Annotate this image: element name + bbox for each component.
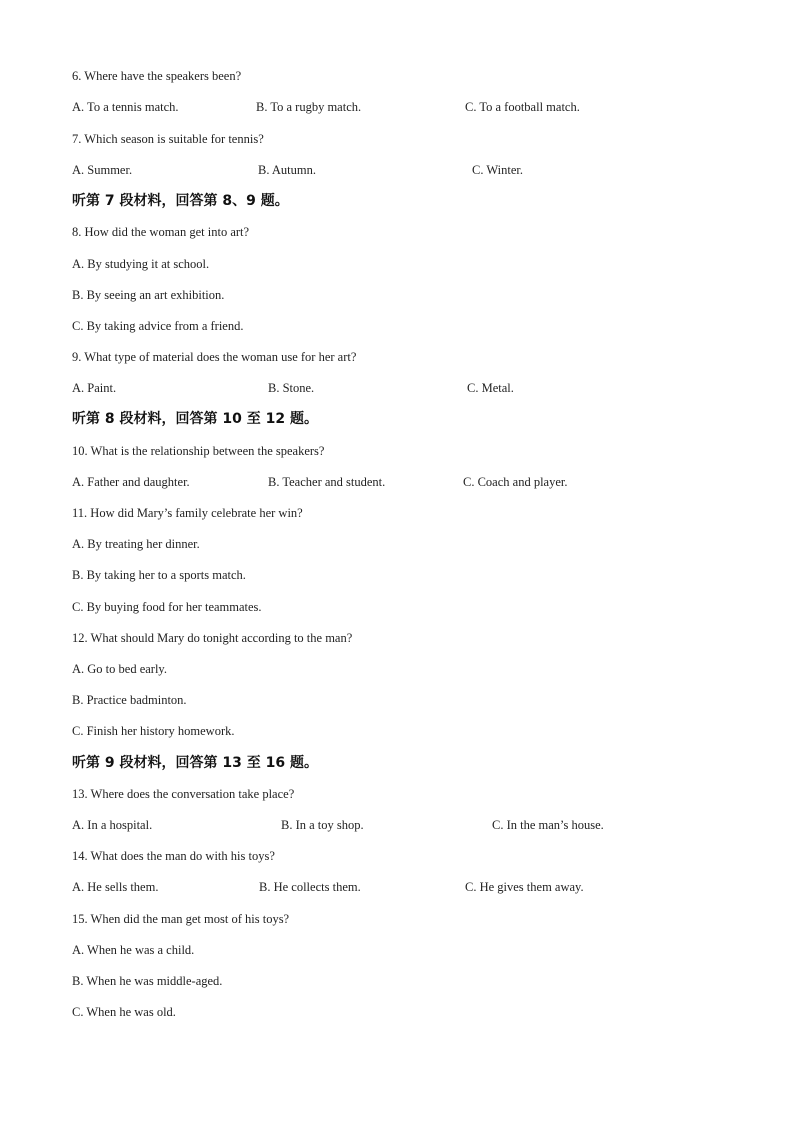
q9-option-c: C. Metal. (467, 381, 514, 395)
question-7: 7. Which season is suitable for tennis? (72, 132, 264, 146)
q14-option-c: C. He gives them away. (465, 880, 584, 894)
q7-option-c: C. Winter. (472, 163, 524, 177)
q10-option-a: A. Father and daughter. (72, 475, 190, 489)
section-heading-7: 听第 7 段材料，回答第 8、9 题。 (72, 193, 289, 209)
q10-option-c: C. Coach and player. (463, 475, 568, 489)
q8-option-c: C. By taking advice from a friend. (72, 319, 244, 333)
q7-option-b: B. Autumn. (258, 163, 316, 177)
q14-option-b: B. He collects them. (259, 880, 361, 894)
q13-option-b: B. In a toy shop. (281, 818, 364, 832)
question-10: 10. What is the relationship between the speakers? (72, 444, 325, 458)
q8-option-a: A. By studying it at school. (72, 257, 210, 271)
q11-option-b: B. By taking her to a sports match. (72, 568, 246, 582)
q11-option-c: C. By buying food for her teammates. (72, 600, 262, 614)
q14-option-a: A. He sells them. (72, 880, 159, 894)
question-9: 9. What type of material does the woman use for her art? (72, 350, 357, 364)
question-12: 12. What should Mary do tonight according to the man? (72, 631, 353, 645)
q12-option-c: C. Finish her history homework. (72, 724, 235, 738)
question-6: 6. Where have the speakers been? (72, 69, 242, 83)
q10-option-b: B. Teacher and student. (268, 475, 386, 489)
q6-option-c: C. To a football match. (465, 100, 580, 114)
q12-option-a: A. Go to bed early. (72, 662, 167, 676)
q13-option-a: A. In a hospital. (72, 818, 153, 832)
q6-option-a: A. To a tennis match. (72, 100, 179, 114)
question-14: 14. What does the man do with his toys? (72, 849, 275, 863)
q9-option-a: A. Paint. (72, 381, 117, 395)
question-13: 13. Where does the conversation take place? (72, 787, 295, 801)
q7-option-a: A. Summer. (72, 163, 133, 177)
q13-option-c: C. In the man’s house. (492, 818, 604, 832)
q6-option-b: B. To a rugby match. (256, 100, 362, 114)
section-heading-9: 听第 9 段材料，回答第 13 至 16 题。 (72, 755, 318, 771)
question-8: 8. How did the woman get into art? (72, 225, 250, 239)
q12-option-b: B. Practice badminton. (72, 693, 187, 707)
q15-option-b: B. When he was middle-aged. (72, 974, 223, 988)
question-15: 15. When did the man get most of his toys? (72, 912, 290, 926)
q9-option-b: B. Stone. (268, 381, 315, 395)
q8-option-b: B. By seeing an art exhibition. (72, 288, 225, 302)
section-heading-8: 听第 8 段材料，回答第 10 至 12 题。 (72, 411, 318, 427)
q15-option-a: A. When he was a child. (72, 943, 195, 957)
q11-option-a: A. By treating her dinner. (72, 537, 200, 551)
question-11: 11. How did Mary’s family celebrate her win? (72, 506, 303, 520)
q15-option-c: C. When he was old. (72, 1005, 176, 1019)
